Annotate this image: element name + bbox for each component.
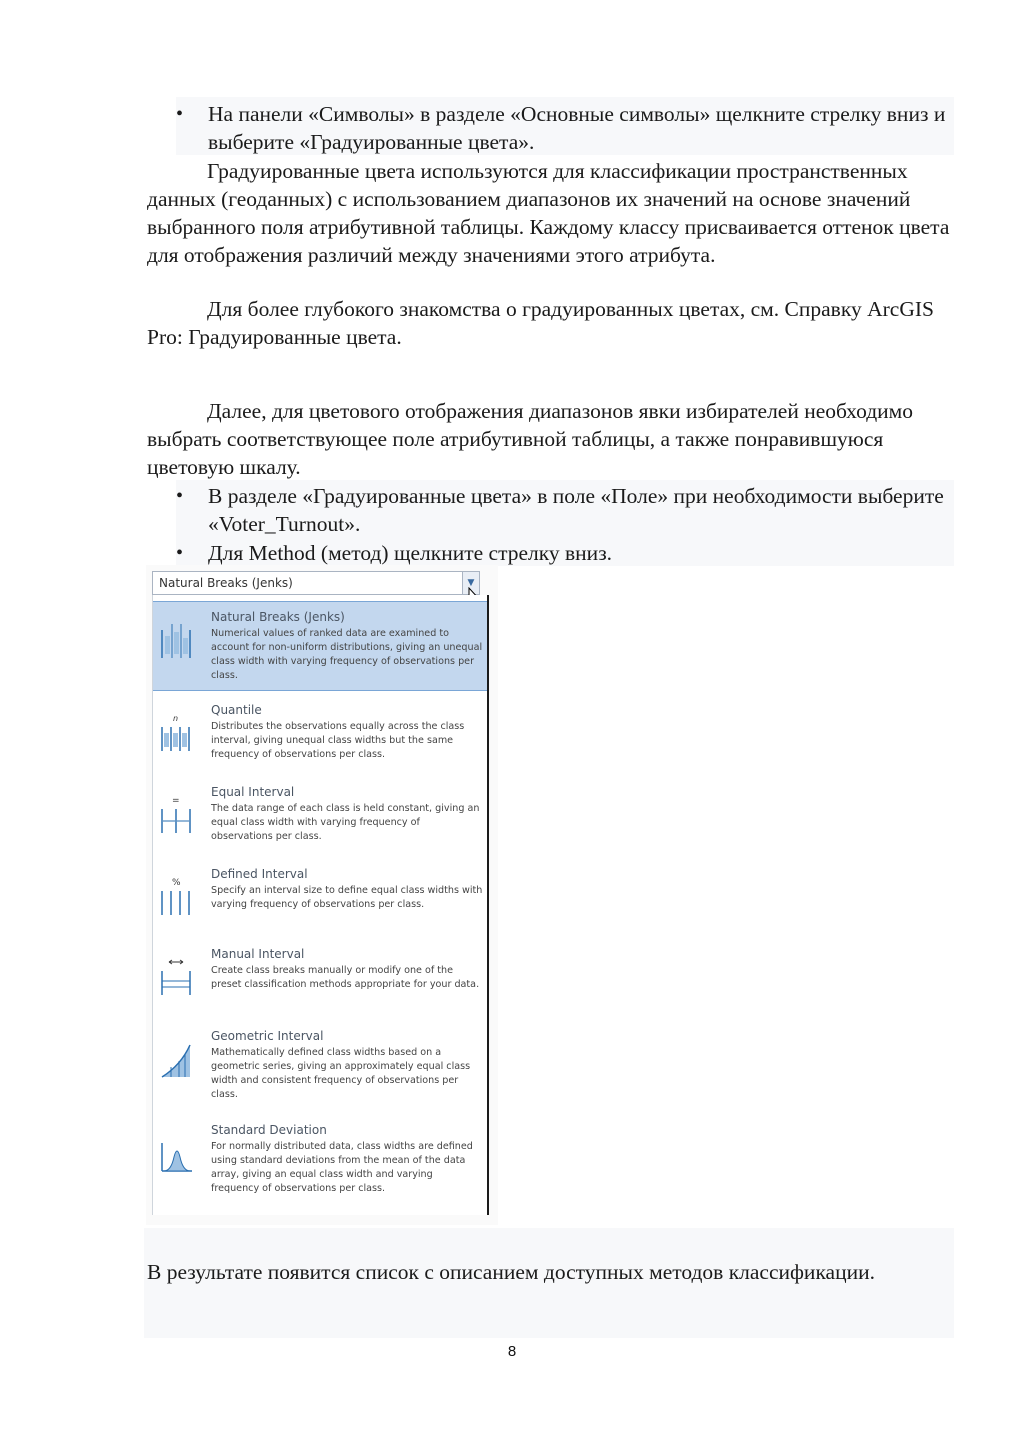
option-description: Distributes the observations equally across the class interval, giving unequal class widths but the same frequency of observations per class. xyxy=(211,721,465,760)
bullet-item-method xyxy=(147,539,957,567)
option-name: Standard Deviation xyxy=(211,1123,327,1137)
bullet-text: В разделе «Градуированные цвета» в поле «Поле» при необходимости выберите «Voter_Turnout». xyxy=(208,484,944,536)
option-description: Create class breaks manually or modify one of the preset classification methods appropriate for your data. xyxy=(211,965,480,990)
option-manual-interval[interactable] xyxy=(153,939,487,1019)
option-name: Quantile xyxy=(211,703,262,717)
geometric-interval-icon xyxy=(159,1039,193,1079)
bullet-item-symbols xyxy=(147,100,957,156)
option-description: Specify an interval size to define equal class widths with varying frequency of observations per class. xyxy=(211,885,483,910)
equal-interval-icon xyxy=(159,795,193,835)
option-description: Mathematically defined class widths based on a geometric series, giving an approximately equal class width and consistent frequency of observations per class. xyxy=(211,1047,471,1100)
svg-text:=: = xyxy=(172,796,180,806)
option-description: The data range of each class is held constant, giving an equal class width with varying frequency of observations per class. xyxy=(211,803,480,842)
paragraph-graduated: Градуированные цвета используются для классификации пространственных данных (геоданных) с использованием диапазонов их значений на основе значений выбранного поля атрибутивной таблицы. Каждому классу присваивается оттенок цвета для отображения различий между значениями этого атрибута. xyxy=(147,159,950,267)
paragraph-more-info: Для более глубокого знакомства о градуированных цветах, см. Справку ArcGIS Pro: Градуированные цвета. xyxy=(147,297,934,349)
option-quantile[interactable] xyxy=(153,695,487,775)
svg-text:%: % xyxy=(172,878,181,888)
quantile-icon xyxy=(159,713,193,753)
bullet-text: На панели «Символы» в разделе «Основные символы» щелкните стрелку вниз и выберите «Градуированные цвета». xyxy=(208,102,946,154)
option-description: Numerical values of ranked data are examined to account for non-uniform distributions, giving an unequal class width with varying frequency of observations per class. xyxy=(211,628,483,681)
bullet-item-field xyxy=(147,482,957,538)
defined-interval-icon xyxy=(159,877,193,917)
paragraph-next: Далее, для цветового отображения диапазонов явки избирателей необходимо выбрать соответствующее поле атрибутивной таблицы, а также понравившуюся цветовую шкалу. xyxy=(147,399,914,479)
paragraph-result: В результате появится список с описанием доступных методов классификации. xyxy=(147,1260,875,1284)
method-combobox[interactable] xyxy=(152,571,480,595)
method-options-list xyxy=(152,595,489,1215)
page-number: 8 xyxy=(507,1343,517,1360)
dropdown-arrow-icon[interactable]: ▼ xyxy=(462,572,479,594)
option-description: For normally distributed data, class widths are defined using standard deviations from the mean of the data array, giving an equal class width and varying frequency of observations per class. xyxy=(211,1141,473,1194)
bullet-text: Для Method (метод) щелкните стрелку вниз. xyxy=(208,541,613,565)
bullet-icon: • xyxy=(176,103,184,125)
option-name: Defined Interval xyxy=(211,867,308,881)
manual-interval-icon xyxy=(159,957,193,997)
bullet-icon: • xyxy=(176,542,184,564)
option-name: Natural Breaks (Jenks) xyxy=(211,610,345,624)
option-name: Manual Interval xyxy=(211,947,305,961)
option-name: Equal Interval xyxy=(211,785,295,799)
option-geometric-interval[interactable] xyxy=(153,1021,487,1113)
option-standard-deviation[interactable] xyxy=(153,1115,487,1211)
method-dropdown-screenshot xyxy=(146,565,498,1225)
option-natural-breaks[interactable] xyxy=(153,601,487,691)
option-name: Geometric Interval xyxy=(211,1029,324,1043)
combobox-value: Natural Breaks (Jenks) xyxy=(159,576,293,590)
bullet-icon: • xyxy=(176,485,184,507)
option-equal-interval[interactable] xyxy=(153,777,487,857)
svg-text:n: n xyxy=(173,714,179,723)
natural-breaks-icon xyxy=(159,620,193,660)
option-defined-interval[interactable] xyxy=(153,859,487,939)
standard-deviation-icon xyxy=(159,1133,193,1173)
